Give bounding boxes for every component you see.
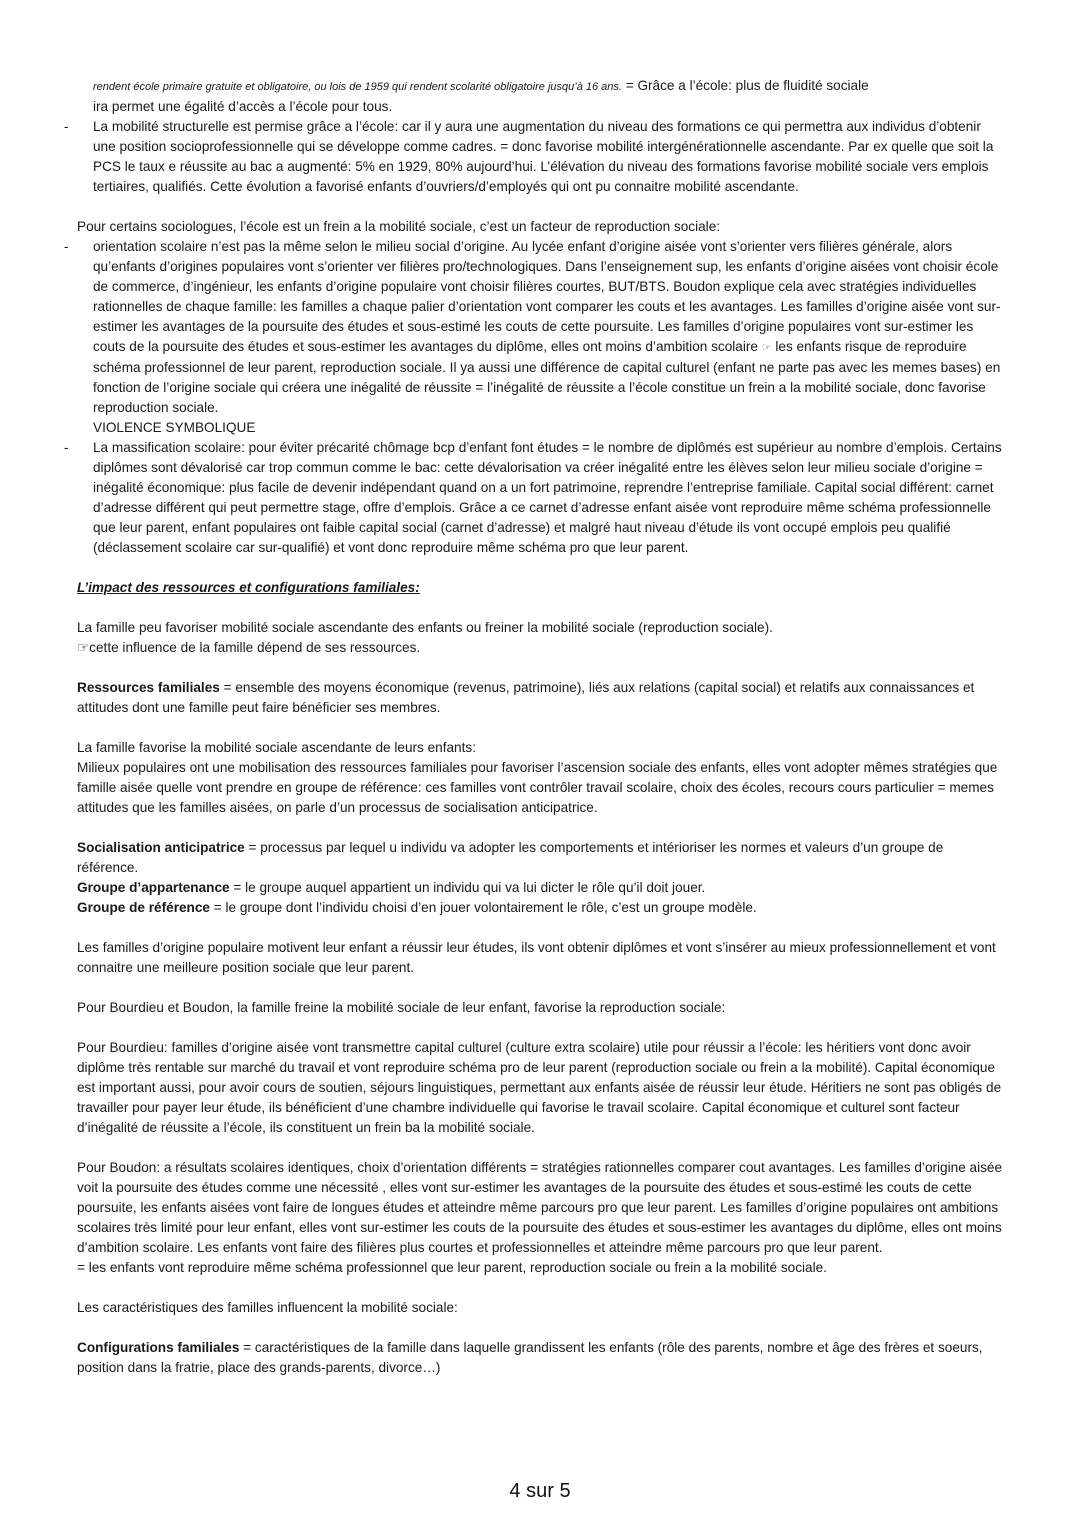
pointing-hand-icon: ☞ [761, 342, 772, 354]
intro-continuation [77, 76, 1007, 117]
configurations-term: Configurations familiales [77, 1340, 240, 1355]
boudon-conclusion: = les enfants vont reproduire même schéma professionnel que leur parent, reproduction sociale ou frein a la mobilité sociale. [77, 1260, 827, 1275]
frein-intro: Pour certains sociologues, l’école est un frein a la mobilité sociale, c’est un facteur de reproduction sociale: [77, 219, 721, 234]
list-item [64, 117, 1007, 197]
famille-intro-line1: La famille peu favoriser mobilité sociale ascendante des enfants ou freiner la mobilité sociale (reproduction sociale). [77, 620, 773, 635]
definition-text: = le groupe dont l’individu choisi d’en jouer volontairement le rôle, c’est un groupe modèle. [209, 900, 757, 915]
ressources-term: Ressources familiales [77, 680, 220, 695]
frein-list [64, 237, 1007, 558]
bullet-dash: - [64, 440, 69, 455]
bullet-dash: - [64, 119, 69, 134]
frein-bullet2: La massification scolaire: pour éviter précarité chômage bcp d’enfant font études = le nombre de diplômés est supérieur au nombre d’emplois. Certains diplômes sont dévalorisé car trop commun comme le bac: cette dévalorisation va créer inégalité entre les élèves selon leur milieu sociale d’origine = inégalité économique: plus facile de devenir indépendant quand on a un fort patrimoine, reprendre l’entreprise familiale. Capital social différent: carnet d’adresse différent qui peut permettre stage, offre d’emplois. Grâce a ce carnet d’adresse enfant aisée vont reproduire même schéma professionnelle que leur parent, enfant populaires ont faible capital social (carnet d’adresse) et malgré haut niveau d’étude ils vont occupé emplois peu qualifié (déclassement scolaire car sur-qualifié) et vont donc reproduire même schéma pro que leur parent. [93, 440, 1002, 555]
configurations-definition [77, 1338, 1007, 1378]
list-item [64, 438, 1007, 558]
bourdieu-boudon-intro: Pour Bourdieu et Boudon, la famille freine la mobilité sociale de leur enfant, favorise la reproduction sociale: [77, 1000, 726, 1015]
frein-bullet1-part1: orientation scolaire n’est pas la même selon le milieu social d’origine. Au lycée enfant d’origine aisée vont s’orienter vers filières générale, alors qu’enfants d’origines populaires vont s’orienter ver filières pro/technologiques. Dans l’enseignement sup, les enfants d’origine aisées vont choisir école de commerce, d’ingénieur, les enfants d’origine populaire vont choisir filières courtes, BUT/BTS. Boudon explique cela avec stratégies individuelles rationnelles de chaque famille: les familles a chaque palier d’orientation vont comparer les couts et les avantages. Les familles d’origine aisée vont sur-estimer les avantages de la poursuite des études et sous-estimé les couts de cette poursuite. Les familles d’origine populaires vont sur-estimer les couts de la poursuite des études et sous-estimer les avantages du diplôme, elles ont moins d’ambition scolaire [93, 239, 1001, 354]
bullet-dash: - [64, 239, 69, 254]
intro-line2: ira permet une égalité d’accès a l’école pour tous. [93, 99, 393, 114]
bourdieu-paragraph: Pour Bourdieu: familles d’origine aisée vont transmettre capital culturel (culture extra scolaire) utile pour réussir a l’école: les héritiers vont donc avoir diplôme très rentable sur marché du travail et vont reproduire schéma pro de leur parent (reproduction sociale ou frein a la mobilité). Capital économique est important aussi, pour avoir cours de soutien, séjours linguistiques, permettant aux enfants aisée de réussir leur étude. Héritiers ne sont pas obligés de travailler pour payer leur étude, ils bénéficient d’une chambre individuelle qui favorise le travail scolaire. Capital économique et culturel sont facteur d’inégalité de réussite a l’école, ils constituent un frein ba la mobilité sociale. [77, 1040, 1002, 1135]
definition-appartenance [77, 878, 1007, 898]
mobility-list [64, 117, 1007, 197]
definition-term: Groupe de référence [77, 900, 210, 915]
document-page [64, 76, 1007, 1378]
definition-term: Socialisation anticipatrice [77, 840, 245, 855]
definition-term: Groupe d’appartenance [77, 880, 230, 895]
frein-bullet1-part2: les enfants risque de reproduire schéma professionnel de leur parent, reproduction sociale. Il ya aussi une différence de capital culturel (enfant ne parte pas avec les memes bases) en fonction de l’origine sociale qui créera une inégalité de réussite = l’inégalité de réussite a l’école constitue un frein a la mobilité sociale, donc favorise reproduction sociale. [93, 339, 1001, 415]
frein-bullet1-part3: VIOLENCE SYMBOLIQUE [93, 420, 256, 435]
mobility-bullet-text: La mobilité structurelle est permise grâce a l’école: car il y aura une augmentation du niveau des formations ce qui permettra aux individus d’obtenir une position socioprofessionnelle qui se développe comme cadres. = donc favorise mobilité intergénérationnelle ascendante. Par ex quelle que soit la PCS le taux e réussite au bac a augmenté: 5% en 1929, 80% aujourd’hui. L’élévation du niveau des formations favorise mobilité sociale vers emplois tertiaires, qualifiés. Cette évolution a favorisé enfants d’ouvriers/d’employés qui ont pu connaitre mobilité ascendante. [93, 119, 994, 194]
definition-text: = le groupe auquel appartient un individu qui va lui dicter le rôle qu’il doit jouer. [229, 880, 706, 895]
ressources-text: = ensemble des moyens économique (revenus, patrimoine), liés aux relations (capital social) et relatifs aux connaissances et attitudes dont une famille peut faire bénéficier ses membres. [77, 680, 975, 715]
definition-socialisation [77, 838, 1007, 878]
intro-italic-text: rendent école primaire gratuite et obligatoire, ou lois de 1959 qui rendent scolarité obligatoire jusqu’à 16 ans. [93, 81, 622, 93]
famille-intro-line2: ☞cette influence de la famille dépend de ses ressources. [77, 640, 421, 655]
intro-rest-text: = Grâce a l’école: plus de fluidité sociale [621, 78, 869, 93]
ascendante-line1: La famille favorise la mobilité sociale ascendante de leurs enfants: [77, 740, 476, 755]
boudon-paragraph: Pour Boudon: a résultats scolaires identiques, choix d’orientation différents = stratégies rationnelles comparer cout avantages. Les familles d’origine aisée voit la poursuite des études comme une nécessité , elles vont sur-estimer les avantages de la poursuite des études et sous-estimé les couts de cette poursuite, les enfants aisées vont faire de longues études et atteindre même parcours pro que leur parent. Les familles d’origine populaires ont ambitions scolaires très limité pour leur enfant, elles vont sur-estimer les couts de la poursuite des études et sous-estimer les avantages du diplôme, elles ont moins d’ambition scolaire. Les enfants vont faire des filières plus courtes et professionnelles et atteindre même parcours pro que leur parent. [77, 1160, 1003, 1255]
page-number: 4 sur 5 [509, 1480, 571, 1502]
list-item [64, 237, 1007, 438]
populaire-paragraph: Les familles d’origine populaire motivent leur enfant a réussir leur études, ils vont obtenir diplômes et vont s’insérer au mieux professionnellement et vont connaitre une meilleure position sociale que leur parent. [77, 940, 996, 975]
definition-reference [77, 898, 1007, 918]
definition-text: = processus par lequel u individu va adopter les comportements et intérioriser les normes et valeurs d’un groupe de référence. [77, 840, 944, 875]
ressources-definition [77, 678, 1007, 718]
configurations-text: = caractéristiques de la famille dans laquelle grandissent les enfants (rôle des parents, nombre et âge des frères et soeurs, position dans la fratrie, place des grands-parents, divorce…) [77, 1340, 983, 1375]
section-heading: L’impact des ressources et configurations familiales: [77, 580, 420, 595]
ascendante-text: Milieux populaires ont une mobilisation des ressources familiales pour favoriser l’ascension sociale des enfants, elles vont adopter mêmes stratégies que famille aisée quelle vont prendre en groupe de référence: ces familles vont contrôler travail scolaire, choix des écoles, recours cours particulier = memes attitudes que les familles aisées, on parle d’un processus de socialisation anticipatrice. [77, 760, 998, 815]
caracteristiques-intro: Les caractéristiques des familles influencent la mobilité sociale: [77, 1300, 458, 1315]
